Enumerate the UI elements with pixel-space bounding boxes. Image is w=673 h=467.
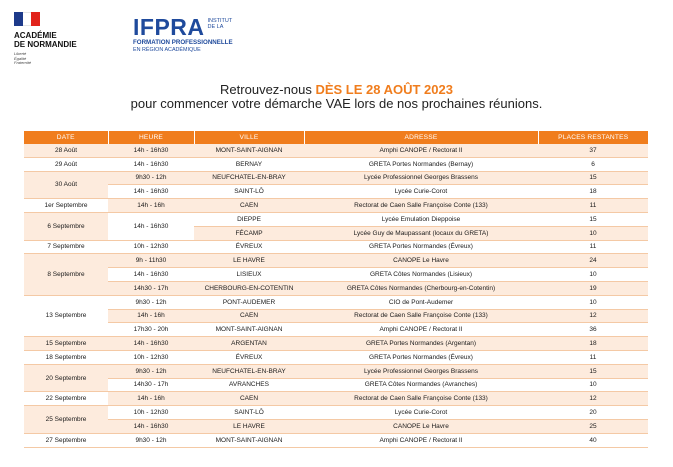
cell-ville: ÉVREUX xyxy=(194,240,304,254)
cell-ville: SAINT-LÔ xyxy=(194,185,304,199)
cell-ville: NEUFCHATEL-EN-BRAY xyxy=(194,364,304,378)
cell-date: 18 Septembre xyxy=(24,350,108,364)
ifpra-institut-label: INSTITUT DE LA xyxy=(207,18,233,30)
cell-adresse: Lycée Curie-Corot xyxy=(304,185,538,199)
cell-places: 10 xyxy=(538,378,648,392)
cell-date: 27 Septembre xyxy=(24,433,108,447)
cell-date: 8 Septembre xyxy=(24,254,108,295)
academie-normandie-logo xyxy=(14,12,114,66)
cell-adresse: GRETA Portes Normandes (Bernay) xyxy=(304,157,538,171)
cell-heure: 9h30 - 12h xyxy=(108,295,194,309)
cell-places: 19 xyxy=(538,281,648,295)
cell-adresse: CANOPE Le Havre xyxy=(304,254,538,268)
cell-places: 12 xyxy=(538,392,648,406)
cell-date: 22 Septembre xyxy=(24,392,108,406)
cell-places: 40 xyxy=(538,433,648,447)
cell-places: 18 xyxy=(538,337,648,351)
cell-places: 10 xyxy=(538,295,648,309)
cell-places: 18 xyxy=(538,185,648,199)
cell-date: 6 Septembre xyxy=(24,212,108,240)
cell-adresse: Rectorat de Caen Salle Françoise Conte (133) xyxy=(304,199,538,213)
cell-date: 1er Septembre xyxy=(24,199,108,213)
cell-adresse: GRETA Portes Normandes (Évreux) xyxy=(304,240,538,254)
cell-ville: MONT-SAINT-AIGNAN xyxy=(194,144,304,157)
ifpra-acronym: IFPRA xyxy=(133,14,205,40)
table-row xyxy=(24,281,648,295)
cell-heure: 14h - 16h xyxy=(108,392,194,406)
cell-heure: 14h - 16h30 xyxy=(108,157,194,171)
cell-places: 37 xyxy=(538,144,648,157)
cell-adresse: Lycée Professionnel Georges Brassens xyxy=(304,364,538,378)
cell-adresse: Lycée Emulation Dieppoise xyxy=(304,212,538,226)
cell-ville: PONT-AUDEMER xyxy=(194,295,304,309)
cell-ville: SAINT-LÔ xyxy=(194,406,304,420)
cell-adresse: GRETA Côtes Normandes (Avranches) xyxy=(304,378,538,392)
cell-heure: 14h - 16h30 xyxy=(108,144,194,157)
headline-line1: Retrouvez-nous DÈS LE 28 AOÛT 2023 xyxy=(220,82,453,97)
cell-adresse: Amphi CANOPE / Rectorat II xyxy=(304,144,538,157)
table-row xyxy=(24,433,648,447)
cell-heure: 14h30 - 17h xyxy=(108,281,194,295)
cell-ville: NEUFCHATEL-EN-BRAY xyxy=(194,171,304,185)
cell-places: 11 xyxy=(538,240,648,254)
cell-heure: 10h - 12h30 xyxy=(108,350,194,364)
cell-adresse: Lycée Guy de Maupassant (locaux du GRETA) xyxy=(304,226,538,240)
cell-ville: ARGENTAN xyxy=(194,337,304,351)
table-row xyxy=(24,295,648,309)
cell-adresse: CIO de Pont-Audemer xyxy=(304,295,538,309)
table-row xyxy=(24,268,648,282)
schedule-table xyxy=(24,131,648,448)
table-row xyxy=(24,199,648,213)
cell-ville: LISIEUX xyxy=(194,268,304,282)
cell-places: 11 xyxy=(538,199,648,213)
cell-heure: 10h - 12h30 xyxy=(108,240,194,254)
cell-ville: CAEN xyxy=(194,392,304,406)
cell-heure: 9h30 - 12h xyxy=(108,433,194,447)
cell-date: 28 Août xyxy=(24,144,108,157)
cell-places: 36 xyxy=(538,323,648,337)
republic-motto: Liberté Égalité Fraternité xyxy=(14,51,32,66)
table-row xyxy=(24,185,648,199)
cell-adresse: Lycée Professionnel Georges Brassens xyxy=(304,171,538,185)
cell-adresse: GRETA Côtes Normandes (Cherbourg-en-Cotentin) xyxy=(304,281,538,295)
table-row xyxy=(24,212,648,226)
cell-heure: 14h - 16h30 xyxy=(108,419,194,433)
cell-ville: DIEPPE xyxy=(194,212,304,226)
cell-heure: 9h30 - 12h xyxy=(108,171,194,185)
cell-places: 12 xyxy=(538,309,648,323)
cell-adresse: Lycée Curie-Corot xyxy=(304,406,538,420)
cell-ville: BERNAY xyxy=(194,157,304,171)
french-flag-icon xyxy=(14,12,40,26)
ifpra-formation-label: FORMATION PROFESSIONNELLE xyxy=(133,39,233,46)
table-row xyxy=(24,171,648,185)
table-row xyxy=(24,419,648,433)
cell-date: 20 Septembre xyxy=(24,364,108,392)
cell-adresse: GRETA Portes Normandes (Argentan) xyxy=(304,337,538,351)
cell-adresse: GRETA Côtes Normandes (Lisieux) xyxy=(304,268,538,282)
cell-ville: CAEN xyxy=(194,199,304,213)
cell-date: 25 Septembre xyxy=(24,406,108,434)
cell-ville: MONT-SAINT-AIGNAN xyxy=(194,323,304,337)
cell-places: 20 xyxy=(538,406,648,420)
academie-name: ACADÉMIE DE NORMANDIE xyxy=(14,31,77,49)
ifpra-logo xyxy=(133,16,273,53)
table-row xyxy=(24,323,648,337)
table-body xyxy=(24,144,648,447)
cell-places: 15 xyxy=(538,364,648,378)
cell-places: 10 xyxy=(538,226,648,240)
cell-places: 10 xyxy=(538,268,648,282)
cell-heure: 14h - 16h30 xyxy=(108,337,194,351)
cell-adresse: Amphi CANOPE / Rectorat II xyxy=(304,433,538,447)
table-row xyxy=(24,406,648,420)
cell-heure: 14h - 16h30 xyxy=(108,212,194,240)
table-row xyxy=(24,309,648,323)
table-header-row xyxy=(24,131,648,144)
cell-ville: CAEN xyxy=(194,309,304,323)
header-date: DATE xyxy=(24,131,108,144)
cell-ville: FÉCAMP xyxy=(194,226,304,240)
cell-places: 25 xyxy=(538,419,648,433)
cell-heure: 14h30 - 17h xyxy=(108,378,194,392)
cell-date: 7 Septembre xyxy=(24,240,108,254)
cell-ville: MONT-SAINT-AIGNAN xyxy=(194,433,304,447)
cell-date: 30 Août xyxy=(24,171,108,199)
header-ville: VILLE xyxy=(194,131,304,144)
cell-date: 15 Septembre xyxy=(24,337,108,351)
cell-places: 15 xyxy=(538,171,648,185)
ifpra-region-label: EN RÉGION ACADÉMIQUE xyxy=(133,47,201,53)
table-row xyxy=(24,350,648,364)
cell-places: 24 xyxy=(538,254,648,268)
header-places: PLACES RESTANTES xyxy=(538,131,648,144)
cell-heure: 17h30 - 20h xyxy=(108,323,194,337)
table-row xyxy=(24,240,648,254)
cell-heure: 14h - 16h xyxy=(108,309,194,323)
cell-places: 11 xyxy=(538,350,648,364)
cell-adresse: Rectorat de Caen Salle Françoise Conte (133) xyxy=(304,392,538,406)
cell-date: 13 Septembre xyxy=(24,295,108,336)
header-heure: HEURE xyxy=(108,131,194,144)
cell-heure: 10h - 12h30 xyxy=(108,406,194,420)
cell-heure: 14h - 16h30 xyxy=(108,185,194,199)
headline-date-highlight: DÈS LE 28 AOÛT 2023 xyxy=(315,82,453,97)
table-row xyxy=(24,254,648,268)
headline-line2: pour commencer votre démarche VAE lors de nos prochaines réunions. xyxy=(130,96,543,111)
cell-ville: ÉVREUX xyxy=(194,350,304,364)
table-row xyxy=(24,378,648,392)
table-row xyxy=(24,157,648,171)
cell-heure: 9h - 11h30 xyxy=(108,254,194,268)
cell-ville: CHERBOURG-EN-COTENTIN xyxy=(194,281,304,295)
cell-date: 29 Août xyxy=(24,157,108,171)
headline xyxy=(0,83,673,111)
table-row xyxy=(24,364,648,378)
cell-ville: LE HAVRE xyxy=(194,254,304,268)
cell-adresse: GRETA Portes Normandes (Évreux) xyxy=(304,350,538,364)
cell-ville: LE HAVRE xyxy=(194,419,304,433)
table-row xyxy=(24,392,648,406)
cell-places: 6 xyxy=(538,157,648,171)
cell-heure: 14h - 16h30 xyxy=(108,268,194,282)
cell-heure: 14h - 16h xyxy=(108,199,194,213)
cell-ville: AVRANCHES xyxy=(194,378,304,392)
header-adresse: ADRESSE xyxy=(304,131,538,144)
cell-places: 15 xyxy=(538,212,648,226)
cell-adresse: Rectorat de Caen Salle Françoise Conte (133) xyxy=(304,309,538,323)
table-row xyxy=(24,337,648,351)
table-row xyxy=(24,144,648,157)
cell-heure: 9h30 - 12h xyxy=(108,364,194,378)
cell-adresse: CANOPE Le Havre xyxy=(304,419,538,433)
cell-adresse: Amphi CANOPE / Rectorat II xyxy=(304,323,538,337)
